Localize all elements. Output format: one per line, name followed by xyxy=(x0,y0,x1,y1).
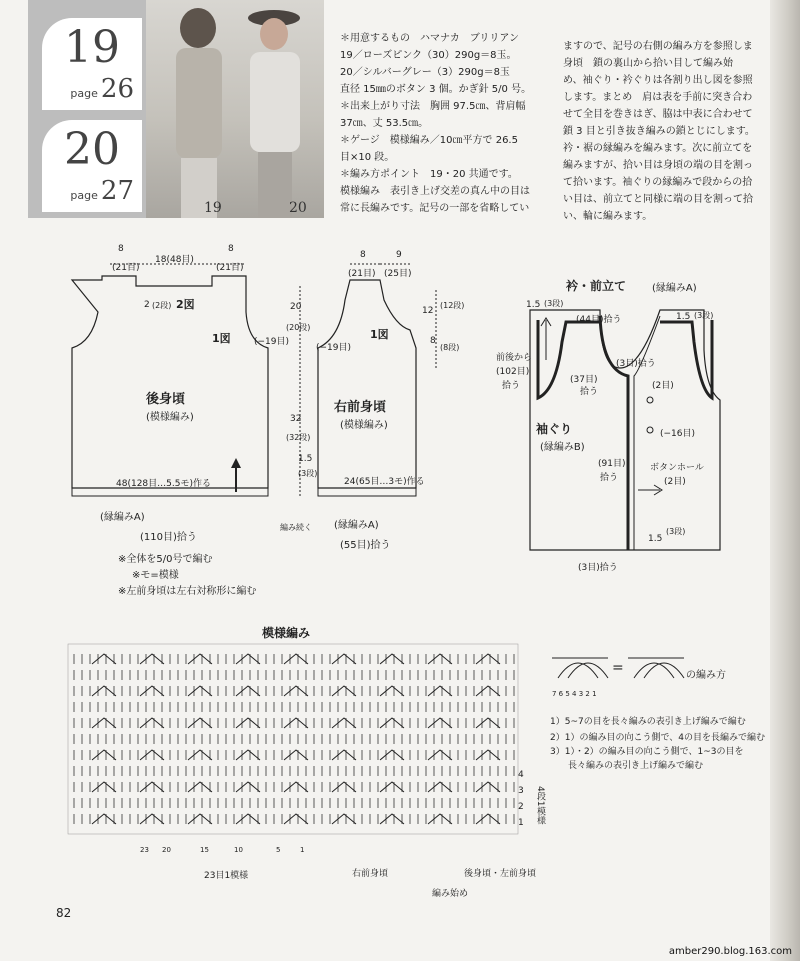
dim-label: 32 xyxy=(290,414,302,424)
cross-stitch-mark xyxy=(332,782,356,792)
front-label: (縁編みA) xyxy=(334,520,379,531)
cross-stitch-mark xyxy=(188,718,212,728)
front-label: 24(65目…3モ)作る xyxy=(344,477,425,487)
collar-label: (3段) xyxy=(694,311,714,320)
dim-label: 20 xyxy=(290,302,302,312)
repeat-label: 23目1模様 xyxy=(204,871,249,881)
cross-stitch-mark xyxy=(332,686,356,696)
buttonhole xyxy=(647,427,653,433)
front-title: 右前身頃 xyxy=(334,400,387,415)
cross-stitch-mark xyxy=(476,814,500,824)
model-silhouettes xyxy=(146,0,324,218)
buttonhole xyxy=(647,397,653,403)
chart-num: 23 xyxy=(140,846,149,854)
back-label: 1図 xyxy=(212,332,231,345)
item-20-tab xyxy=(42,120,142,212)
cross-stitch-mark xyxy=(380,718,404,728)
front-label: 8 xyxy=(360,250,366,260)
legend-nums: 7 6 5 4 3 2 1 xyxy=(552,690,597,698)
cross-stitch-mark xyxy=(284,686,308,696)
cross-stitch-mark xyxy=(284,718,308,728)
note-line: ※モ=模様 xyxy=(132,570,179,581)
book-spine xyxy=(770,0,800,961)
dim-label: 1.5 xyxy=(298,454,313,464)
chart-num: 15 xyxy=(200,846,209,854)
collar-label: 拾う xyxy=(600,473,619,483)
front-hem-band xyxy=(318,488,416,496)
materials-line: 20／シルバーグレー（3）290g＝8玉 xyxy=(340,67,510,78)
cross-stitch-mark xyxy=(92,686,116,696)
note-line: ※全体を5/0号で編む xyxy=(118,554,213,565)
back-label: (21目) xyxy=(112,263,140,273)
cross-stitch-mark xyxy=(92,814,116,824)
cross-stitch-mark xyxy=(236,718,260,728)
materials-line: 37㎝、丈 53.5㎝。 xyxy=(340,118,429,129)
collar-label: 拾う xyxy=(502,381,521,391)
row-num: 3 xyxy=(518,786,524,796)
dim-label: (32段) xyxy=(286,433,311,442)
front-label: 編み続く xyxy=(280,523,312,532)
row-num: 4 xyxy=(518,770,524,780)
cross-stitch-mark xyxy=(284,814,308,824)
materials-line: 直径 15㎜のボタン 3 個。かぎ針 5/0 号。 xyxy=(340,84,532,95)
chart-frame xyxy=(68,644,518,834)
back-label: (2段) xyxy=(152,301,172,310)
cross-stitch-mark xyxy=(92,750,116,760)
cross-stitch-mark xyxy=(140,686,164,696)
materials-line: 模様編み 表引き上げ交差の真ん中の目は xyxy=(340,186,530,197)
front-sub: (模様編み) xyxy=(340,420,388,431)
instruction-line: せて全目を巻きはぎ、脇は中表に合わせて xyxy=(563,109,753,120)
collar-label: (−16目) xyxy=(660,429,696,439)
cross-stitch-mark xyxy=(476,750,500,760)
cross-stitch-symbol xyxy=(628,658,684,678)
watermark-text: amber290.blog.163.com xyxy=(668,946,792,957)
front-label: (−19目) xyxy=(316,343,352,353)
legend-step: 1）5~7の目を長々編みの表引き上げ編みで編む xyxy=(550,717,746,727)
front-body-outline xyxy=(318,280,416,488)
front-label: (21目) xyxy=(348,269,376,279)
cross-stitch-mark xyxy=(380,686,404,696)
materials-line: 目×10 段。 xyxy=(340,152,395,163)
row-repeat-label: 4段1模様 xyxy=(535,786,545,825)
item-19-page: page 26 xyxy=(70,74,134,104)
collar-label: (3段) xyxy=(666,527,686,536)
materials-line: ＊用意するもの ハマナカ ブリリアン xyxy=(340,33,519,44)
back-label: (21目) xyxy=(216,263,244,273)
back-sub: (模様編み) xyxy=(146,412,194,423)
collar-label: 1.5 xyxy=(526,300,541,310)
cross-stitch-mark xyxy=(92,718,116,728)
materials-line: 常に長編みです。記号の一部を省略してい xyxy=(340,203,530,214)
legend-step: 2）1）の編み目の向こう側で、4の目を長編みで編む xyxy=(550,733,765,743)
collar-label: ボタンホール xyxy=(650,463,704,473)
back-title: 後身頃 xyxy=(146,392,186,407)
cross-stitch-mark xyxy=(188,654,212,664)
cross-stitch-mark xyxy=(140,718,164,728)
legend-text: の編み方 xyxy=(686,670,726,681)
back-label: 2図 xyxy=(176,298,195,311)
legend-step: 長々編みの表引き上げ編みで編む xyxy=(550,761,704,771)
band-arrow xyxy=(638,485,662,495)
cross-stitch-mark xyxy=(476,718,500,728)
collar-label: (91目) xyxy=(598,459,626,469)
collar-label: (37目) xyxy=(570,375,598,385)
cross-stitch-mark xyxy=(428,782,452,792)
item-19-tab xyxy=(42,18,142,110)
collar-title: 衿・前立て xyxy=(566,279,627,293)
instruction-line: 身頃 鎖の裏山から拾い目して編み始 xyxy=(563,58,733,69)
front-label: (25目) xyxy=(384,269,412,279)
cross-stitch-mark xyxy=(284,750,308,760)
dim-label: (20段) xyxy=(286,323,311,332)
cross-stitch-mark xyxy=(428,750,452,760)
cross-stitch-mark xyxy=(236,814,260,824)
collar-label: (102目) xyxy=(496,367,530,377)
front-label: 9 xyxy=(396,250,402,260)
cross-stitch-mark xyxy=(476,686,500,696)
cross-stitch-mark xyxy=(380,814,404,824)
start-label: 編み始め xyxy=(432,889,469,899)
cross-stitch-mark xyxy=(428,654,452,664)
back-label: 8 xyxy=(228,244,234,254)
cross-stitch-mark xyxy=(188,814,212,824)
photo-label-19: 19 xyxy=(204,200,222,216)
cross-stitch-mark xyxy=(188,782,212,792)
instructions-text xyxy=(563,38,768,225)
cross-stitch-mark xyxy=(380,782,404,792)
collar-label: (44目)拾う xyxy=(576,315,622,325)
back-label: (110目)拾う xyxy=(140,532,197,543)
instruction-line: します。まとめ 肩は表を手前に突き合わ xyxy=(563,92,753,103)
cross-stitch-mark xyxy=(284,782,308,792)
cross-stitch-symbol xyxy=(552,658,608,678)
cross-stitch-mark xyxy=(188,750,212,760)
collar-label: (2目) xyxy=(664,477,686,487)
back-label: 2 xyxy=(144,300,150,310)
collar-arrow xyxy=(541,318,551,360)
back-label: (縁編みA) xyxy=(100,512,145,523)
back-label: 18(48目) xyxy=(155,255,194,265)
note-line: ※左前身頃は左右対称形に編む xyxy=(118,586,257,597)
materials-text xyxy=(340,30,555,217)
collar-label: (3目)拾う xyxy=(578,563,618,573)
instruction-line: 鎖 3 目と引き抜き編みの鎖とじにします。 xyxy=(563,126,755,137)
front-band-left xyxy=(600,316,628,550)
cross-stitch-mark xyxy=(284,654,308,664)
back-label: 48(128目…5.5モ)作る xyxy=(116,479,211,489)
legend-step: 3）1）・2）の編み目の向こう側で、1~3の目を xyxy=(550,747,744,757)
page-number: 82 xyxy=(56,906,72,920)
materials-line: ＊編み方ポイント 19・20 共通です。 xyxy=(340,169,518,180)
front-label: (12段) xyxy=(440,301,465,310)
cross-stitch-mark xyxy=(476,654,500,664)
legend-eq: = xyxy=(612,660,624,676)
cross-stitch-mark xyxy=(380,750,404,760)
collar-label: (3段) xyxy=(544,299,564,308)
cross-stitch-mark xyxy=(428,814,452,824)
instruction-line: 衿・裾の縁編みを編みます。次に前立てを xyxy=(563,143,753,154)
section-label: 後身頃・左前身頃 xyxy=(464,869,537,879)
back-label: 8 xyxy=(118,244,124,254)
chart-title: 模様編み xyxy=(262,626,311,640)
cross-stitch-mark xyxy=(236,782,260,792)
collar-label: (2目) xyxy=(652,381,674,391)
cross-stitch-mark xyxy=(236,654,260,664)
cross-stitch-mark xyxy=(236,686,260,696)
front-label: 12 xyxy=(422,306,434,316)
item-20-page: page 27 xyxy=(70,176,134,206)
back-hem-band xyxy=(72,488,268,496)
instruction-line: め、袖ぐり・衿ぐりは各割り出し図を参照 xyxy=(563,75,753,86)
front-label: (55目)拾う xyxy=(340,540,391,551)
front-label: 1図 xyxy=(370,328,389,341)
cross-stitch-mark xyxy=(332,814,356,824)
chart-num: 1 xyxy=(300,846,305,854)
collar-label: 袖ぐり xyxy=(536,422,573,436)
collar-label: 1.5 xyxy=(676,312,691,322)
collar-label: (縁編みB) xyxy=(540,442,585,453)
instruction-line: い目は、前立てと同様に端の目を割って拾 xyxy=(563,194,753,205)
instruction-line: て拾います。袖ぐりの縁編みで段からの拾 xyxy=(563,177,753,188)
stitch-rows xyxy=(74,654,514,824)
chart-num: 5 xyxy=(276,846,281,854)
cross-stitch-mark xyxy=(428,686,452,696)
back-label: (−19目) xyxy=(254,337,290,347)
materials-line: ＊ゲージ 模様編み／10㎝平方で 26.5 xyxy=(340,135,518,146)
cross-stitch-mark xyxy=(92,782,116,792)
cross-stitch-mark xyxy=(332,718,356,728)
stitch-chart xyxy=(62,638,532,848)
instruction-line: い、輪に編みます。 xyxy=(563,211,653,222)
instruction-line: ますので、記号の右側の編み方を参照しま xyxy=(563,41,753,52)
collar-label: 1.5 xyxy=(648,534,663,544)
chart-num: 20 xyxy=(162,846,171,854)
collar-label: (3目)拾う xyxy=(616,359,656,369)
cross-stitch-mark xyxy=(428,718,452,728)
cross-stitch-mark xyxy=(188,686,212,696)
front-label: 8 xyxy=(430,336,436,346)
item-19-number: 19 xyxy=(64,22,120,73)
collar-label: 拾う xyxy=(580,387,599,397)
materials-line: ＊出来上がり寸法 胸囲 97.5㎝、背肩幅 xyxy=(340,101,526,112)
materials-line: 19／ローズピンク（30）290g＝8玉。 xyxy=(340,50,517,61)
front-label: (8段) xyxy=(440,343,460,352)
cross-stitch-mark xyxy=(236,750,260,760)
collar-title-sub: (縁編みA) xyxy=(652,283,697,294)
chart-num: 10 xyxy=(234,846,243,854)
back-arrow-head xyxy=(231,458,241,468)
cross-stitch-mark xyxy=(140,750,164,760)
photo-label-20: 20 xyxy=(289,200,307,216)
row-num: 1 xyxy=(518,818,524,828)
cross-stitch-mark xyxy=(140,814,164,824)
cross-stitch-mark xyxy=(140,654,164,664)
row-num: 2 xyxy=(518,802,524,812)
section-label: 右前身頃 xyxy=(352,869,389,879)
cross-stitch-mark xyxy=(140,782,164,792)
cross-stitch-mark xyxy=(332,750,356,760)
collar-label: 前後から xyxy=(496,353,533,363)
cross-stitch-mark xyxy=(332,654,356,664)
cross-stitch-mark xyxy=(380,654,404,664)
model-photo xyxy=(146,0,324,218)
cross-stitch-mark xyxy=(476,782,500,792)
instruction-line: 編みますが、拾い目は身頃の端の目を割っ xyxy=(563,160,753,171)
dim-label: (3段) xyxy=(298,469,318,478)
item-20-number: 20 xyxy=(64,124,120,175)
cross-stitch-mark xyxy=(92,654,116,664)
